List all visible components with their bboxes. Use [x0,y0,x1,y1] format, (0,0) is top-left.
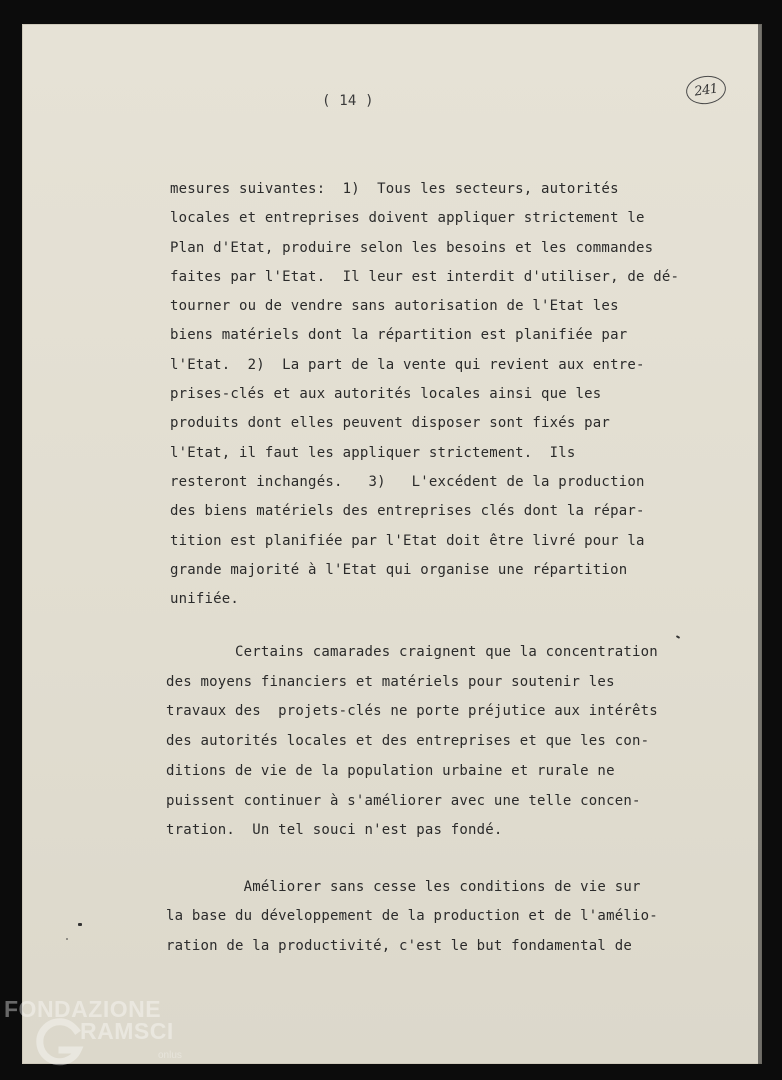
typewritten-page [22,24,762,1064]
fondazione-gramsci-watermark [4,996,194,1076]
margin-dot [66,938,68,940]
watermark-subtitle: onlus [158,1050,182,1061]
page-number: ( 14 ) [322,93,374,109]
ink-speck [676,635,680,639]
paragraph-1: mesures suivantes: 1) Tous les secteurs, autorités locales et entreprises doivent appliquer strictement le Plan d'Etat, produire selon les besoins et les commandes faites par l'Etat. Il leur est interdit d'utiliser, de dé- tourner ou de vendre sans autorisation de l'Etat les biens matériels dont la répartition est planifiée par l'Etat. 2) La part de la vente qui revient aux entre- prises-clés et aux autorités locales ainsi que les produits dont elles peuvent disposer sont fixés par l'Etat, il faut les appliquer strictement. Ils resteront inchangés. 3) L'excédent de la production des biens matériels des entreprises clés dont la répar- tition est planifiée par l'Etat doit être livré pour la grande majorité à l'Etat qui organise une répartition unifiée. [170,181,680,608]
folio-number: 241 [693,80,719,100]
paragraph-3: Améliorer sans cesse les conditions de vie sur la base du développement de la production et de l'amélio- ration de la productivité, c'est le but fondamental de [166,879,658,954]
watermark-line-1: FONDAZIONE [4,996,162,1022]
folio-number-stamp [684,73,728,106]
paragraph-2: Certains camarades craignent que la concentration des moyens financiers et matériels pour soutenir les travaux des projets-clés ne porte préjutice aux intérêts des autorités locales et des entreprises et que les con- ditions de vie de la population urbaine et rurale ne puissent continuer à s'améliorer avec une telle concen- tration. Un tel souci n'est pas fondé. [166,644,658,839]
margin-mark [78,923,82,926]
watermark-line-2: RAMSCI [80,1018,174,1044]
